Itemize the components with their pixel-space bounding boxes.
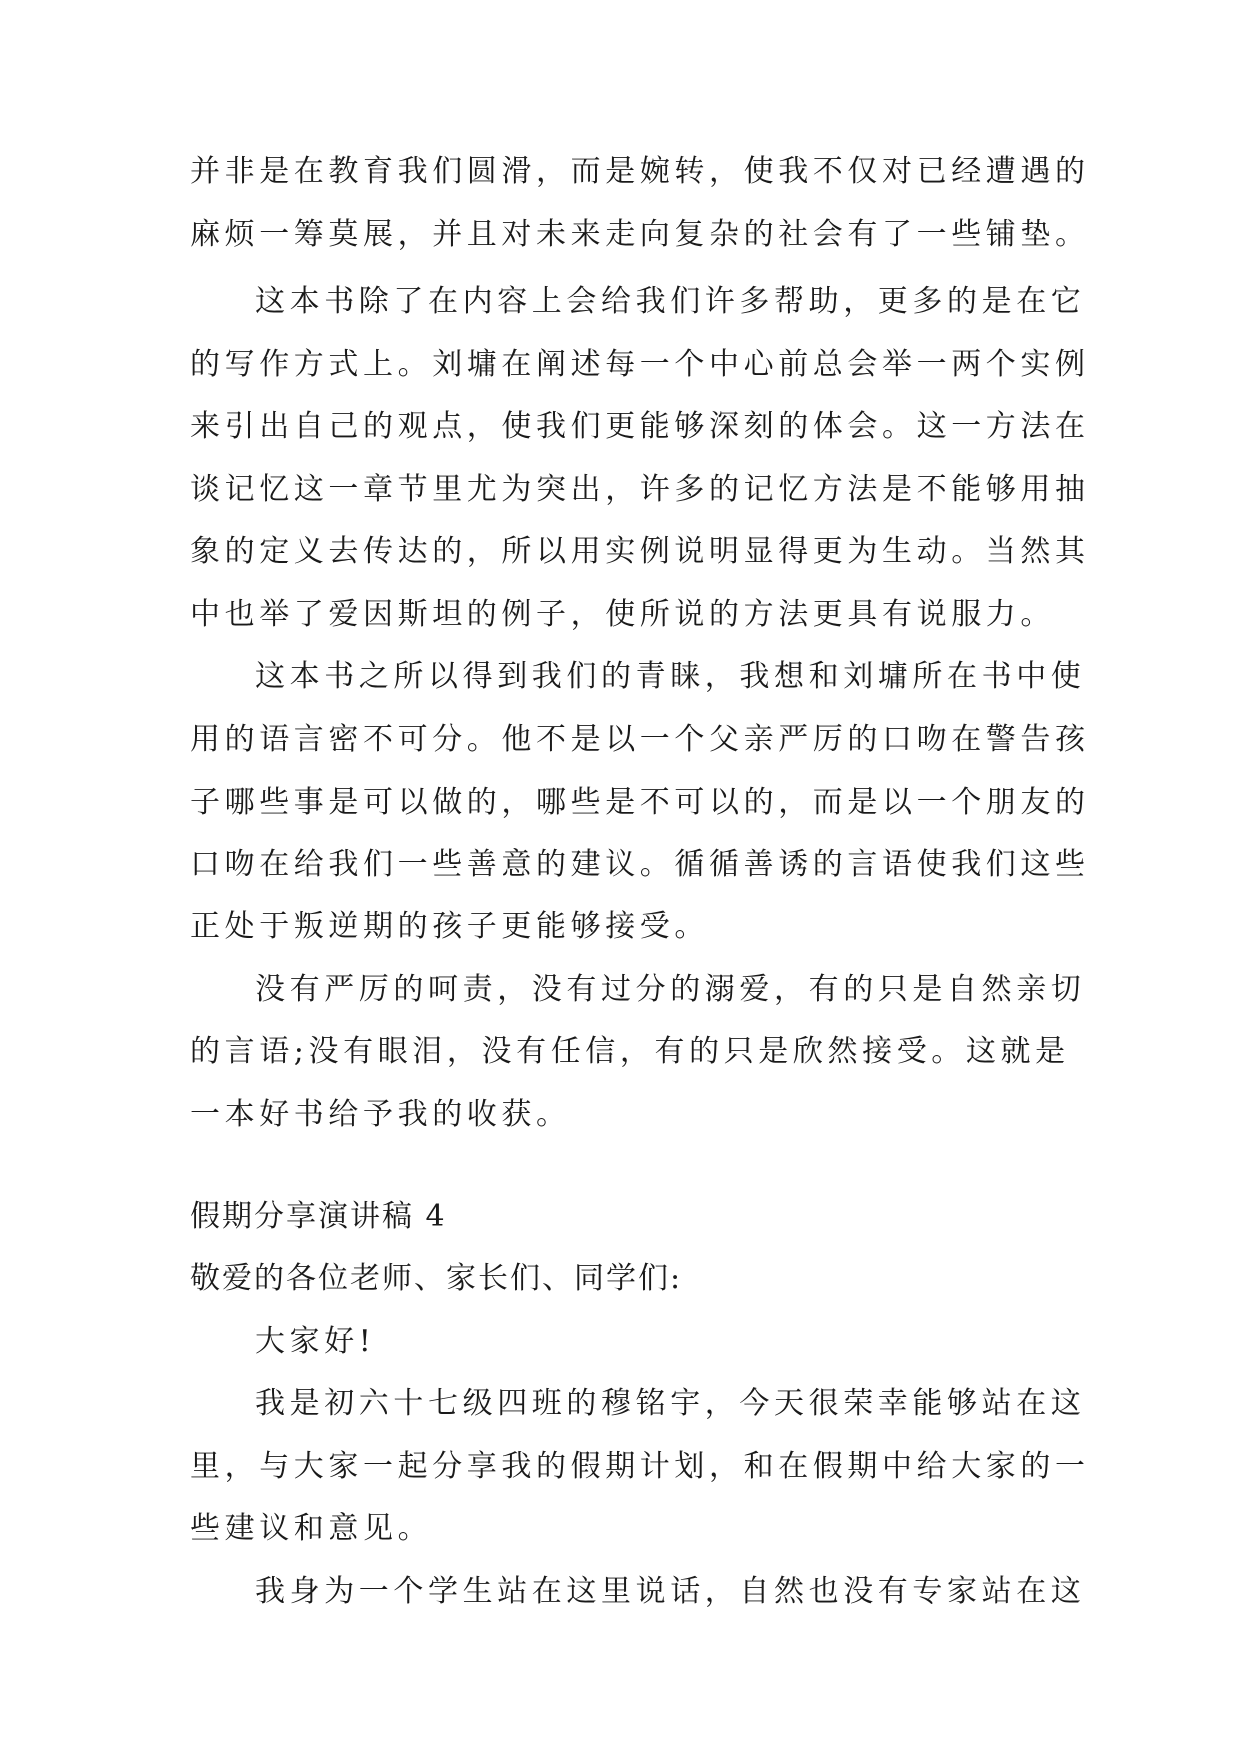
paragraph-line: 这本书之所以得到我们的青睐，我想和刘墉所在书中使 [255, 659, 1086, 694]
paragraph-line: 里，与大家一起分享我的假期计划，和在假期中给大家的一 [190, 1449, 1090, 1484]
salutation: 敬爱的各位老师、家长们、同学们: [190, 1261, 683, 1296]
paragraph-line: 并非是在教育我们圆滑，而是婉转，使我不仅对已经遭遇的 [190, 154, 1090, 189]
paragraph-line: 一本好书给予我的收获。 [190, 1097, 571, 1132]
paragraph-line: 没有严厉的呵责，没有过分的溺爱，有的只是自然亲切 [255, 972, 1086, 1007]
paragraph-line: 麻烦一筹莫展，并且对未来走向复杂的社会有了一些铺垫。 [190, 217, 1090, 252]
paragraph-line: 我身为一个学生站在这里说话，自然也没有专家站在这 [255, 1574, 1086, 1609]
section-heading: 假期分享演讲稿 4 [190, 1199, 447, 1234]
paragraph-line: 这本书除了在内容上会给我们许多帮助，更多的是在它 [255, 284, 1086, 319]
paragraph-line: 的写作方式上。刘墉在阐述每一个中心前总会举一两个实例 [190, 347, 1090, 382]
paragraph-line: 正处于叛逆期的孩子更能够接受。 [190, 909, 709, 944]
paragraph-line: 中也举了爱因斯坦的例子，使所说的方法更具有说服力。 [190, 597, 1055, 632]
paragraph-line: 子哪些事是可以做的，哪些是不可以的，而是以一个朋友的 [190, 785, 1090, 820]
paragraph-line: 我是初六十七级四班的穆铭宇，今天很荣幸能够站在这 [255, 1386, 1086, 1421]
paragraph-line: 谈记忆这一章节里尤为突出，许多的记忆方法是不能够用抽 [190, 472, 1090, 507]
paragraph-line: 些建议和意见。 [190, 1511, 433, 1546]
paragraph-line: 象的定义去传达的，所以用实例说明显得更为生动。当然其 [190, 534, 1090, 569]
paragraph-line: 口吻在给我们一些善意的建议。循循善诱的言语使我们这些 [190, 847, 1090, 882]
paragraph-line: 来引出自己的观点，使我们更能够深刻的体会。这一方法在 [190, 409, 1090, 444]
paragraph-line: 用的语言密不可分。他不是以一个父亲严厉的口吻在警告孩 [190, 722, 1090, 757]
greeting: 大家好! [255, 1324, 376, 1359]
paragraph-line: 的言语;没有眼泪，没有任信，有的只是欣然接受。这就是 [190, 1034, 1070, 1069]
